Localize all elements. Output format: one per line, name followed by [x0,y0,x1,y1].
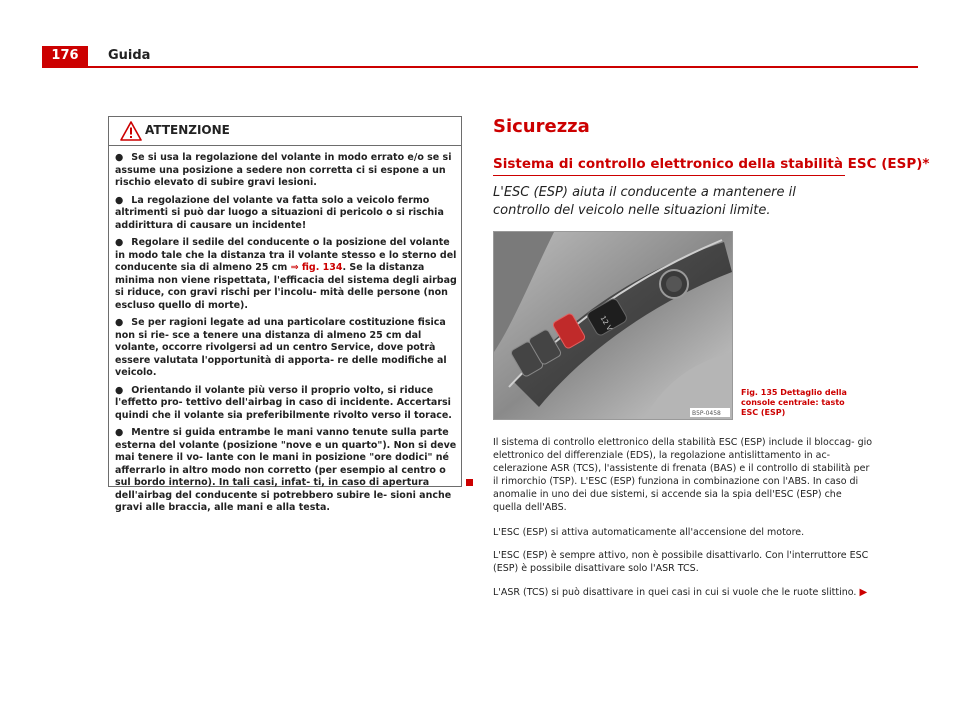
figure-link[interactable]: ⇒ fig. 134 [290,262,343,273]
warning-item [115,427,457,515]
end-of-section-mark [466,479,473,486]
warning-item-text: Se per ragioni legate ad una particolare costituzione fisica non si rie- sce a tenere una distanza di almeno 25 cm dal volante, occorre rivolgersi ad un centro Service, dove potrà essere valutata l'opportunità di apporta- re delle modifiche al veicolo. [115,317,447,378]
warning-title: ATTENZIONE [145,123,230,137]
intro-text: L'ESC (ESP) aiuta il conducente a mantenere il controllo del veicolo nelle situazioni limite. [493,185,796,218]
section-title: Guida [108,48,151,63]
paragraph-asr [493,586,873,599]
warning-triangle-icon [120,121,142,141]
warning-item [115,317,457,380]
warning-item [115,237,457,312]
warning-item-text: La regolazione del volante va fatta solo a veicolo fermo altrimenti si può dar luogo a situazioni di pericolo o si rischia addirittura di causare un incidente! [115,194,444,231]
subheading-rule [493,175,845,176]
socket-label: 12 V [598,314,614,333]
page-number: 176 [42,46,88,66]
heading-esp: Sistema di controllo elettronico della stabilità ESC (ESP)* [493,156,930,172]
warning-item [115,385,457,423]
warning-item-text: Se si usa la regolazione del volante in modo errato e/o se si assume una posizione a sedere non corretta ci si espone a un rischio elevato di subire gravi lesioni. [115,152,452,188]
paragraph-esp-system: Il sistema di controllo elettronico della stabilità ESC (ESP) include il bloccag- gio elettronico del differenziale (EDS), la regolazione antislittamento in ac- celerazione ASR (TCS), l'assistente di frenata (BAS) e il controllo di stabilità per il rimorchio (TSP). L'ESC (ESP) funziona in combinazione con l'ABS. In caso di anomalie in uno dei due sistemi, si accende sia la spia dell'ESC (ESP) che quella dell'ABS. [493,437,873,513]
caption-line: ESC (ESP) [741,408,786,417]
bullet-icon: ● [115,237,124,248]
header-rule [42,66,918,68]
figure-caption [741,388,851,418]
warning-item-text: . Se la distanza minima non viene rispettata, l'efficacia del sistema degli airbag si riduce, con gravi rischi per l'incolu- mità delle persone (non escluso quello di morte). [115,262,457,311]
heading-sicurezza: Sicurezza [493,116,590,137]
figure-esp-console [493,231,733,420]
paragraph-esp-activation: L'ESC (ESP) si attiva automaticamente all'accensione del motore. [493,527,805,538]
warning-item-text: Orientando il volante più verso il proprio volto, si riduce l'effetto pro- tettivo dell'airbag in caso di incidente. Accertarsi quindi che il volante sia preferibilmente rivolto verso il torace. [115,384,452,421]
continue-arrow-icon: ▶ [859,587,868,598]
bullet-icon: ● [115,384,124,396]
warning-body [109,146,461,515]
warning-box [108,116,462,513]
bullet-icon: ● [115,194,124,206]
warning-item [115,195,457,233]
figure-code: B5P-0458 [692,410,721,417]
warning-header [109,117,461,146]
bullet-icon: ● [115,427,124,438]
bullet-icon: ● [115,317,124,328]
asr-text: L'ASR (TCS) si può disattivare in quei casi in cui si vuole che le ruote slittino. [493,587,857,598]
warning-item [115,152,457,190]
paragraph-esp-always-on: L'ESC (ESP) è sempre attivo, non è possibile disattivarlo. Con l'interruttore ESC (ESP) è possibile disattivare solo l'ASR TCS. [493,550,869,574]
warning-item-text: Mentre si guida entrambe le mani vanno tenute sulla parte esterna del volante (posizione "nove e un quarto"). Non si deve mai tenere il vo- lante con le mani in posizione "ore dodici" né afferrarlo in altro modo non corretto (per esempio al centro o sul bordo interno). In tali casi, infat- ti, in caso di apertura dell'airbag del conducente si potrebbero subire le- sioni anche gravi alle braccia, alle mani e alla testa. [115,427,457,513]
warning-item-text: Regolare il sedile del conducente o la posizione del volante in modo tale che la distanza tra il volante stesso e lo sterno del conducente sia di almeno 25 cm [115,237,457,273]
caption-line: Fig. 135 Dettaglio della [741,388,847,397]
console-illustration [494,232,732,419]
bullet-icon: ● [115,152,124,163]
caption-line: console centrale: tasto [741,398,845,407]
